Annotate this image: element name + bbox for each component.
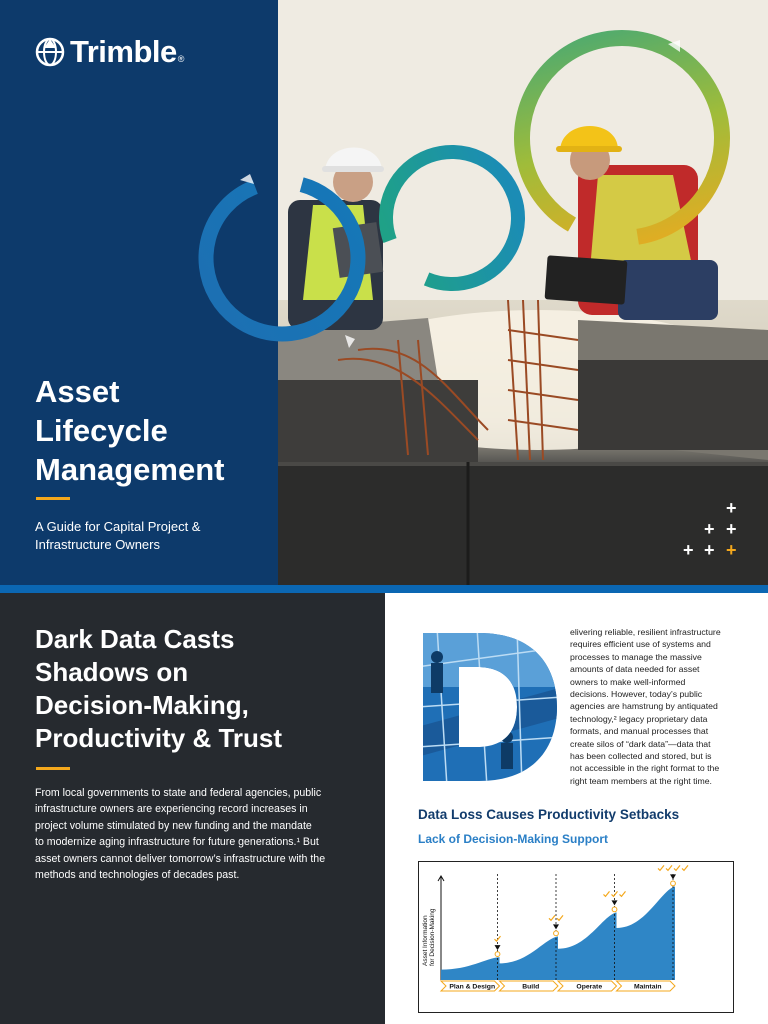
chart-phase-label: Operate (576, 983, 603, 991)
article-body-column (385, 593, 768, 1024)
lead-line: asset owners cannot deliver tomorrow’s infrastructure with the (35, 852, 326, 865)
chart-y-label: Asset Information (422, 915, 429, 966)
brand-registered-mark: ® (177, 54, 185, 64)
construction-photo-illustration (278, 0, 768, 585)
trimble-globe-icon (34, 36, 66, 68)
plus-icon-gold: + (726, 540, 737, 560)
cover-subtitle (35, 518, 275, 554)
intro-line: formats, and manual processes that (570, 726, 709, 737)
intro-line: decisions. However, today’s public (570, 689, 703, 700)
intro-line: elivering reliable, resilient infrastructure (570, 627, 721, 637)
chart-checkmark (674, 865, 680, 870)
chart-handover-marker (495, 952, 500, 957)
section-heading: Data Loss Causes Productivity Setbacks (418, 807, 680, 822)
intro-line: has been collected and stored, but is (570, 751, 712, 762)
article-title (35, 623, 365, 755)
decision-support-chart-svg (419, 862, 733, 1012)
chart-handover-arrow (495, 945, 501, 950)
cover-subtitle-line: A Guide for Capital Project & (35, 519, 201, 534)
brand-name: Trimble (70, 34, 177, 69)
article-accent-rule (36, 767, 70, 770)
chart-checkmark (557, 915, 563, 920)
chart-checkmark (666, 865, 672, 870)
chart-handover-arrow (553, 924, 559, 929)
article-title-line: Dark Data Casts (35, 624, 235, 654)
chart-phase-label: Plan & Design (449, 983, 496, 991)
hero-photo-workers (278, 0, 768, 585)
intro-line: requires efficient use of systems and (570, 639, 711, 650)
chart-handover-arrow (612, 900, 618, 905)
lead-line: From local governments to state and federal agencies, public (35, 787, 322, 799)
chart-checkmark (612, 891, 618, 896)
cover-subtitle-line: Infrastructure Owners (35, 537, 160, 552)
intro-line: amounts of data needed for asset (570, 664, 700, 675)
lead-line: methods and technologies of decades past. (35, 869, 240, 882)
plus-icon: + (704, 519, 715, 539)
intro-line: owners to make well-informed (570, 676, 686, 687)
intro-paragraph (570, 626, 750, 787)
chart-handover-marker (554, 931, 559, 936)
plus-icon: + (726, 498, 737, 518)
article-title-line: Decision-Making, (35, 690, 249, 720)
cover-title (35, 372, 275, 489)
intro-line: agencies are hamstrung by antiquated (570, 701, 718, 712)
chart-handover-arrow (670, 874, 676, 879)
plus-icon: + (683, 540, 694, 560)
lead-line: to modernize aging infrastructure for future generations.¹ But (35, 836, 319, 849)
article-lead-paragraph (35, 785, 365, 883)
article-title-line: Productivity & Trust (35, 723, 283, 753)
chart-checkmark (658, 865, 664, 870)
section-subheading: Lack of Decision-Making Support (418, 832, 609, 846)
chart-phase-label: Build (522, 983, 540, 991)
intro-line: create silos of “dark data”—data that (570, 738, 711, 749)
chart-checkmark (549, 915, 555, 920)
intro-line: technology,² legacy proprietary data (570, 713, 708, 724)
cover-accent-rule (36, 497, 70, 500)
intro-line: not accessible in the right format to the (570, 763, 720, 774)
decision-support-chart (418, 861, 734, 1013)
article-title-line: Shadows on (35, 657, 189, 687)
chart-handover-marker (671, 881, 676, 886)
intro-line: right team members at the right time. (570, 775, 712, 786)
cover-title-line: Management (35, 452, 225, 487)
chart-checkmark (682, 865, 688, 870)
plus-icon: + (704, 540, 715, 560)
drop-cap-photo-letter (417, 627, 563, 787)
chart-checkmark (620, 891, 626, 896)
hero-divider-band (0, 585, 768, 593)
chart-handover-marker (612, 907, 617, 912)
plus-icon: + (726, 519, 737, 539)
trimble-logo (34, 34, 184, 70)
article-intro-column (0, 593, 385, 1024)
chart-checkmark (604, 891, 610, 896)
cover-title-line: Lifecycle (35, 413, 168, 448)
lead-line: infrastructure owners are experiencing record increases in (35, 803, 308, 816)
intro-line: processes to manage the massive (570, 651, 702, 662)
chart-y-label: for Decision-Making (429, 908, 436, 966)
lead-line: project volume stimulated by new funding and the mandate (35, 819, 312, 832)
chart-phase-label: Maintain (633, 983, 662, 991)
cover-title-line: Asset (35, 374, 120, 409)
